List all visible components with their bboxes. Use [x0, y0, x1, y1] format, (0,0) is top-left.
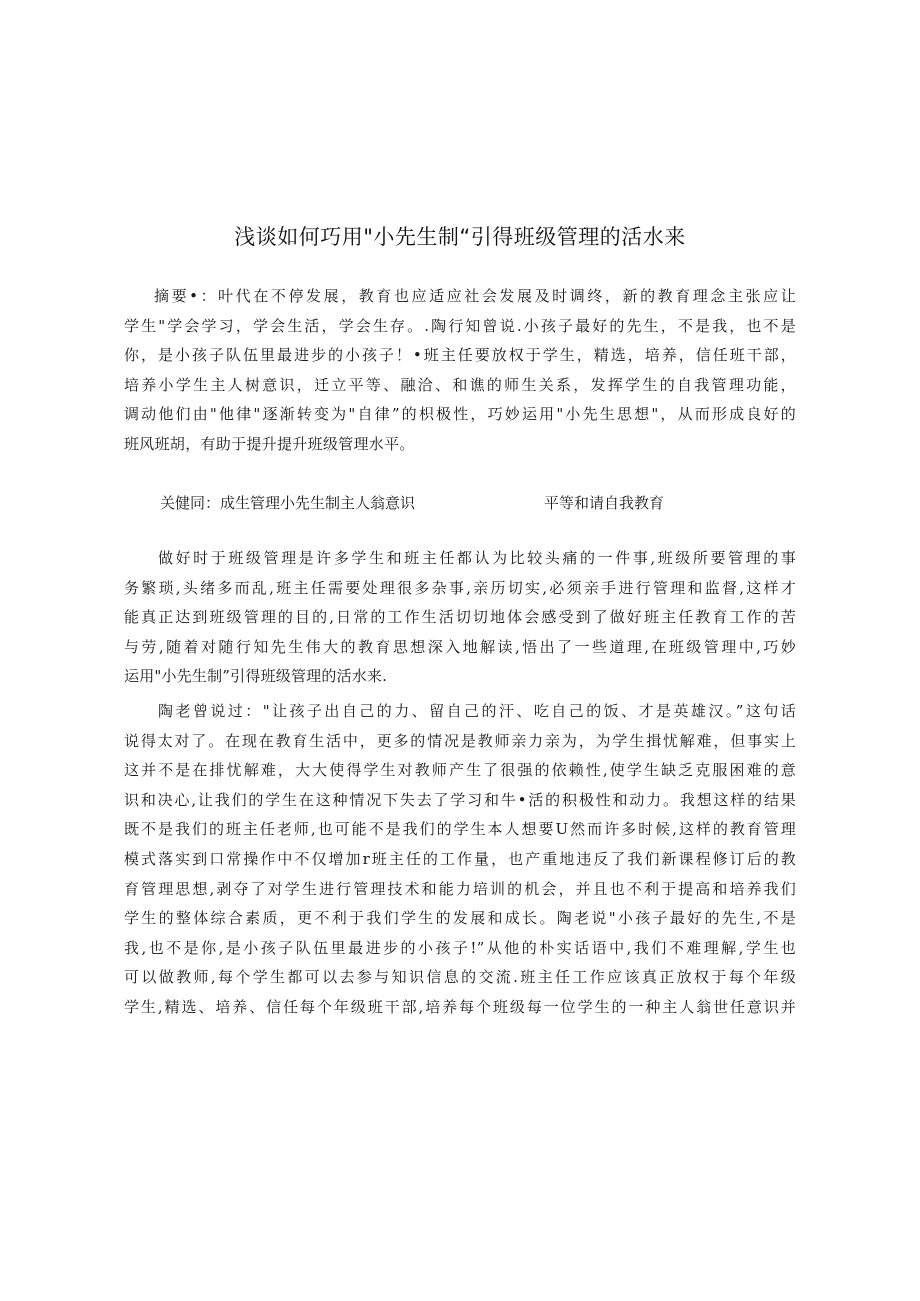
abstract-line: 班风班胡，有助于提升提升班级管理水平。 — [124, 434, 415, 453]
paragraph-line: 与劳,随着对随行知先生伟大的教育思想深入地解读,悟出了一些道理,在班级管理中,巧妙 — [124, 637, 796, 656]
body-text — [124, 544, 796, 1023]
paragraph-line: 学生,精选、培养、信任每个年级班干部,培养每个班级每一位学生的一种主人翁世任意识并 — [124, 997, 796, 1016]
paragraph-line: 识和决心,让我们的学生在这种情况下失去了学习和牛•活的积极性和动力。我想这样的结果 — [124, 790, 796, 809]
keywords-line — [160, 488, 796, 518]
abstract-section — [124, 282, 796, 459]
keywords-right: 平等和请自我教育 — [544, 494, 665, 512]
paragraph-line: 学生的整体综合素质，更不利于我们学生的发展和成长。陶老说"小孩子最好的先生,不是 — [124, 909, 796, 928]
abstract-line: 摘要•：叶代在不停发展，教育也应适应社会发展及时调终，新的教育理念主张应让 — [154, 287, 796, 305]
abstract-line: 培养小学生主人树意识，迁立平等、融洽、和谯的师生关系，发挥学生的自我管理功能， — [124, 375, 796, 394]
article-title: 浅谈如何巧用"小先生制“引得班级管理的活水来 — [234, 225, 686, 249]
paragraph-2 — [124, 697, 796, 1023]
paragraph-1 — [124, 544, 796, 692]
paragraph-line: 既不是我们的班主任老师,也可能不是我们的学生本人想要U然而许多时候,这样的教育管理 — [124, 820, 796, 839]
abstract-line: 学生"学会学习，学会生活，学会生存。.陶行知曾说.小孩子最好的先生，不是我，也不是 — [124, 316, 796, 335]
paragraph-line: 育管理思想,剥夺了对学生进行管理技术和能力培训的机会，并且也不利于提高和培养我们 — [124, 879, 796, 898]
paragraph-line: 运用"小先生制”引得班级管理的活水来. — [124, 667, 388, 686]
paragraph-line: 做好时于班级管理是许多学生和班主任都认为比较头痛的一件事,班级所要管理的事 — [158, 549, 796, 567]
paragraph-line: 模式落实到口常操作中不仅增加r班主任的工作量，也产重地违反了我们新课程修订后的教 — [124, 849, 796, 868]
paragraph-line: 说得太对了。在现在教育生活中，更多的情况是教师亲力亲为，为学生揖忧解难，但事实上 — [124, 731, 796, 750]
abstract-line: 调动他们由"他律"逐渐转变为"自律”的枳极性，巧妙运用"小先生思想"，从而形成良好的 — [124, 405, 796, 423]
paragraph-line: 务繁琐,头绪多而乱,班主任需要处理很多杂事,亲历切实,必须亲手进行管理和监督,这样才 — [124, 578, 796, 597]
paragraph-line: 陶老曾说过："让孩子出自己的力、留自己的汗、吃自己的饭、才是英雄汉。”这句话 — [158, 701, 796, 720]
paragraph-line: 这并不是在排忧解难，大大使得学生对教师产生了很强的依赖性,使学生缺乏克服困难的意 — [124, 761, 796, 780]
paragraph-line: 能真正达到班级管理的目的,日常的工作生活切切地体会感受到了做好班主任教育工作的苦 — [124, 608, 796, 627]
paragraph-line: 可以做教师,每个学生都可以去参与知识信息的交流.班主任工作应该真正放权于每个年级 — [124, 968, 796, 987]
paragraph-line: 我,也不是你,是小孩子队伍里最进步的小孩子!”从他的朴实话语中,我们不难理解,学生也 — [124, 938, 796, 957]
abstract-line: 你，是小孩子队伍里最进步的小孩子！•班主任要放权于学生，精选，培养，信任班干部， — [124, 346, 796, 364]
keywords-left: 关健同：成生管理小先生制主人翁意识 — [160, 494, 416, 512]
